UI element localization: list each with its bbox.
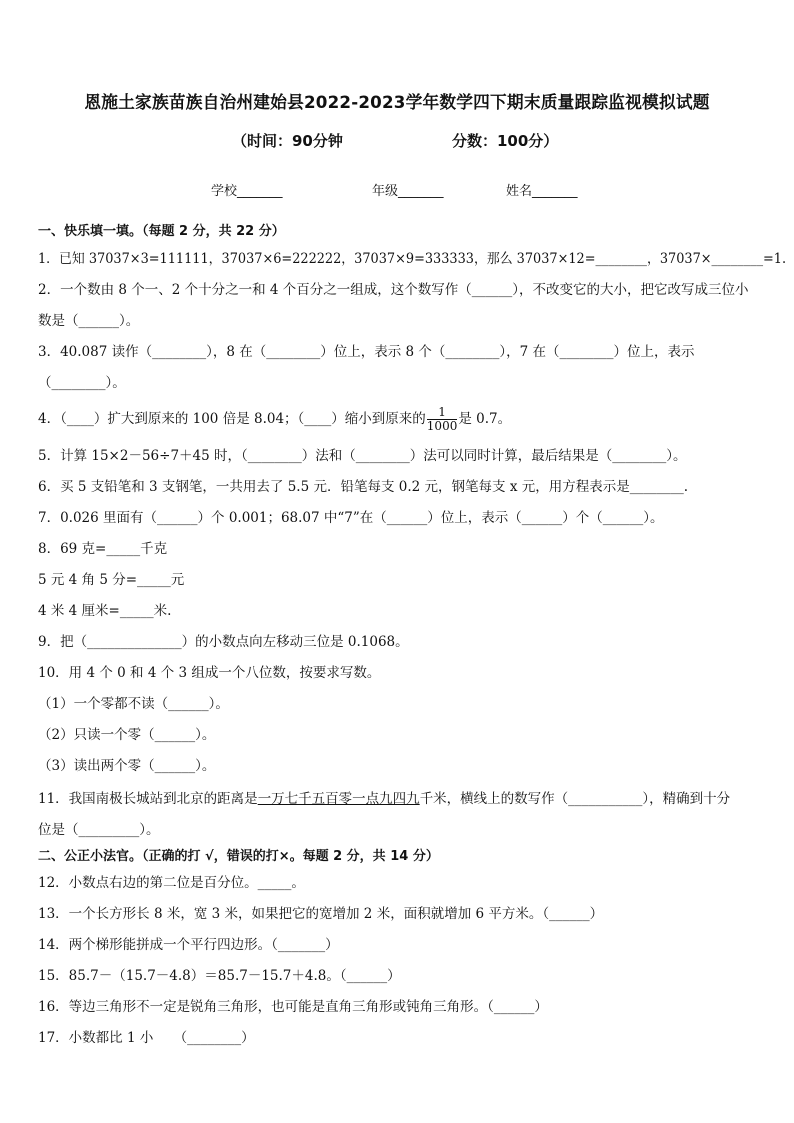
- question-6: 6．买 5 支铅笔和 3 支钢笔，一共用去了 5.5 元．铅笔每支 0.2 元，钢笔每支 x 元，用方程表示是________.: [38, 479, 689, 495]
- question-17: 17．小数都比 1 小 （________）: [38, 1030, 255, 1046]
- fraction: [427, 406, 458, 433]
- page-title: 恩施土家族苗族自治州建始县2022-2023学年数学四下期末质量跟踪监视模拟试题: [84, 93, 710, 113]
- question-15: 15．85.7－（15.7－4.8）＝85.7－15.7＋4.8。（______）: [38, 968, 401, 984]
- question-3: 3．40.087 读作（________），8 在（________）位上，表示 8 个（________），7 在（________）位上，表示: [38, 344, 695, 360]
- fraction-denominator: 1000: [426, 419, 458, 433]
- question-8: 8．69 克=_____千克: [38, 541, 168, 557]
- question-10: 10．用 4 个 0 和 4 个 3 组成一个八位数，按要求写数。: [38, 665, 381, 681]
- fraction-numerator: 1: [438, 405, 446, 419]
- question-13: 13．一个长方形长 8 米，宽 3 米，如果把它的宽增加 2 米，面积就增加 6 平方米。（______）: [38, 906, 604, 922]
- question-9: 9．把（______________）的小数点向左移动三位是 0.1068。: [38, 634, 409, 650]
- question-4: [38, 404, 511, 434]
- question-8-b: 5 元 4 角 5 分=_____元: [38, 572, 185, 588]
- question-1: 1．已知 37037×3=111111，37037×6=222222，37037×9=333333，那么 37037×12=________，37037×________=1.: [38, 251, 787, 267]
- grade-field: 年级_______: [372, 184, 444, 199]
- question-10-3: （3）读出两个零（______）。: [38, 758, 216, 774]
- question-11-text: 11．我国南极长城站到北京的距离是: [38, 791, 258, 807]
- school-field: 学校_______: [211, 184, 283, 199]
- question-3-cont: （________）。: [38, 375, 126, 391]
- question-2-cont: 数是（______）。: [38, 313, 140, 329]
- question-16: 16．等边三角形不一定是锐角三角形，也可能是直角三角形或钝角三角形。（______）: [38, 999, 548, 1015]
- section-heading-1: 一、快乐填一填。（每题 2 分，共 22 分）: [38, 224, 285, 239]
- question-2: 2．一个数由 8 个一、2 个十分之一和 4 个百分之一组成，这个数写作（______），不改变它的大小，把它改写成三位小: [38, 282, 749, 298]
- question-7: 7．0.026 里面有（______）个 0.001；68.07 中“7”在（______）位上，表示（______）个（______）。: [38, 510, 664, 526]
- question-5: 5．计算 15×2－56÷7＋45 时，（________）法和（________）法可以同时计算，最后结果是（________）。: [38, 448, 687, 464]
- question-4-tail: 是 0.7。: [458, 411, 512, 427]
- underlined-number: 一万七千五百零一点九四九: [257, 791, 420, 807]
- exam-time: （时间：90分钟: [232, 132, 343, 150]
- exam-score: 分数：100分）: [452, 132, 559, 150]
- question-10-1: （1）一个零都不读（______）。: [38, 696, 229, 712]
- question-11-tail: 千米，横线上的数写作（___________），精确到十分: [419, 791, 731, 807]
- question-11-cont: 位是（_________）。: [38, 822, 160, 838]
- question-10-2: （2）只读一个零（______）。: [38, 727, 216, 743]
- question-4-text: 4．（____）扩大到原来的 100 倍是 8.04；（____）缩小到原来的: [38, 411, 426, 427]
- question-12: 12．小数点右边的第二位是百分位。_____。: [38, 875, 305, 891]
- question-11: [38, 790, 730, 808]
- question-8-c: 4 米 4 厘米=_____米.: [38, 603, 172, 619]
- question-14: 14．两个梯形能拼成一个平行四边形。（_______）: [38, 937, 339, 953]
- name-field: 姓名_______: [506, 184, 578, 199]
- section-heading-2: 二、公正小法官。（正确的打 √，错误的打×。每题 2 分，共 14 分）: [38, 849, 439, 864]
